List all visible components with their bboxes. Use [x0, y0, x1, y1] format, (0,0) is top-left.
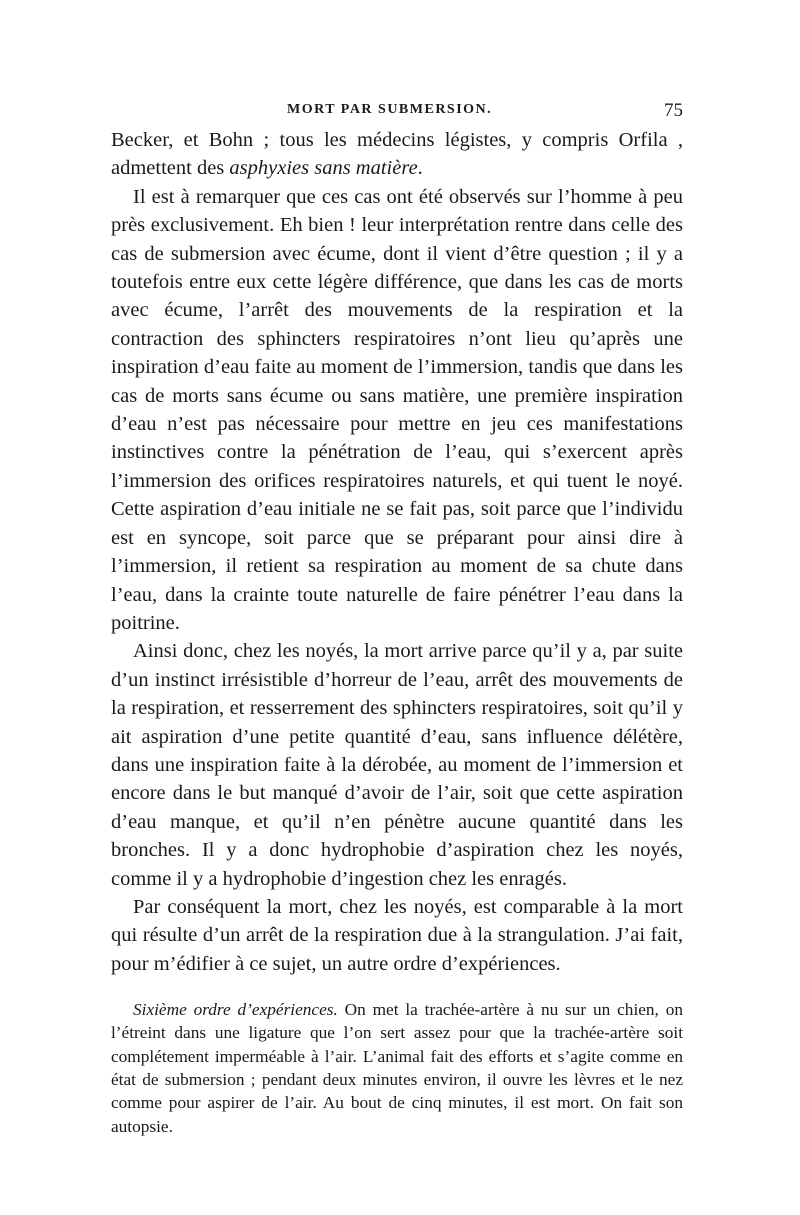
experiment-heading: Sixième ordre d’expériences.: [133, 1000, 338, 1020]
paragraph-ainsi-donc: Ainsi donc, chez les noyés, la mort arrive parce qu’il y a, par suite d’un instinct irrésistible d’horreur de l’eau, arrêt des mouvements de la respiration, et resserrement des sphincters respiratoires, soit qu’il y ait aspiration d’une petite quantité d’eau, sans influence délétère, dans une inspiration faite à la dérobée, au moment de l’immersion et encore dans le but manqué d’avoir de l’air, soit que cette aspiration d’eau manque, et qu’il n’en pénètre aucune quantité dans les bronches. Il y a donc hydrophobie d’aspiration chez les noyés, comme il y a hydrophobie d’ingestion chez les enragés.: [111, 640, 683, 890]
paragraph-remarque: Il est à remarquer que ces cas ont été observés sur l’homme à peu près exclusivement. Eh bien ! leur interprétation rentre dans celle des cas de submersion avec écume, dont il vient d’être question ; il y a toutefois entre eux cette légère différence, que dans les cas de morts avec écume, l’arrêt des mouvements de la respiration et la contraction des sphincters respiratoires n’ont lieu qu’après une inspiration d’eau faite au moment de l’immersion, tandis que dans les cas de morts sans écume ou sans matière, une première inspiration d’eau n’est pas nécessaire pour mettre en jeu ces manifestations instinctives contre la pénétration de l’eau, qui s’exercent après l’immersion des orifices respiratoires naturels, et qui tuent le noyé. Cette aspiration d’eau initiale ne se fait pas, soit parce que l’individu est en syncope, soit parce que se préparant pour ainsi dire à l’immersion, il retient sa respiration au moment de sa chute dans l’eau, dans la crainte toute naturelle de faire pénétrer l’eau dans la poitrine.: [111, 185, 683, 634]
experiment-text: On met la trachée-artère à nu sur un chien, on l’étreint dans une ligature que l’on sert assez pour que la trachée-artère soit complétement imperméable à l’air. L’animal fait des efforts et s’agite comme en état de submersion ; pendant deux minutes environ, il ouvre les lèvres et le nez comme pour aspirer de l’air. Au bout de cinq minutes, il est mort. On fait son autopsie.: [111, 1000, 683, 1136]
emphasis-asphyxies: asphyxies sans matière: [229, 157, 418, 180]
running-title: MORT PAR SUBMERSION.: [287, 102, 493, 117]
running-head: [111, 100, 683, 124]
experiment-note: [111, 998, 683, 1138]
book-page: [111, 100, 683, 1138]
page-number: 75: [664, 100, 683, 121]
paragraph-text: Becker, et Bohn ; tous les médecins légistes, y compris Orfila , admettent des: [111, 129, 683, 180]
paragraph-continuation: [111, 126, 683, 183]
paragraph-consequence: Par conséquent la mort, chez les noyés, est comparable à la mort qui résulte d’un arrêt de la respiration due à la strangulation. J’ai fait, pour m’édifier à ce sujet, un autre ordre d’expériences.: [111, 895, 683, 975]
paragraph-text-end: .: [417, 157, 423, 180]
